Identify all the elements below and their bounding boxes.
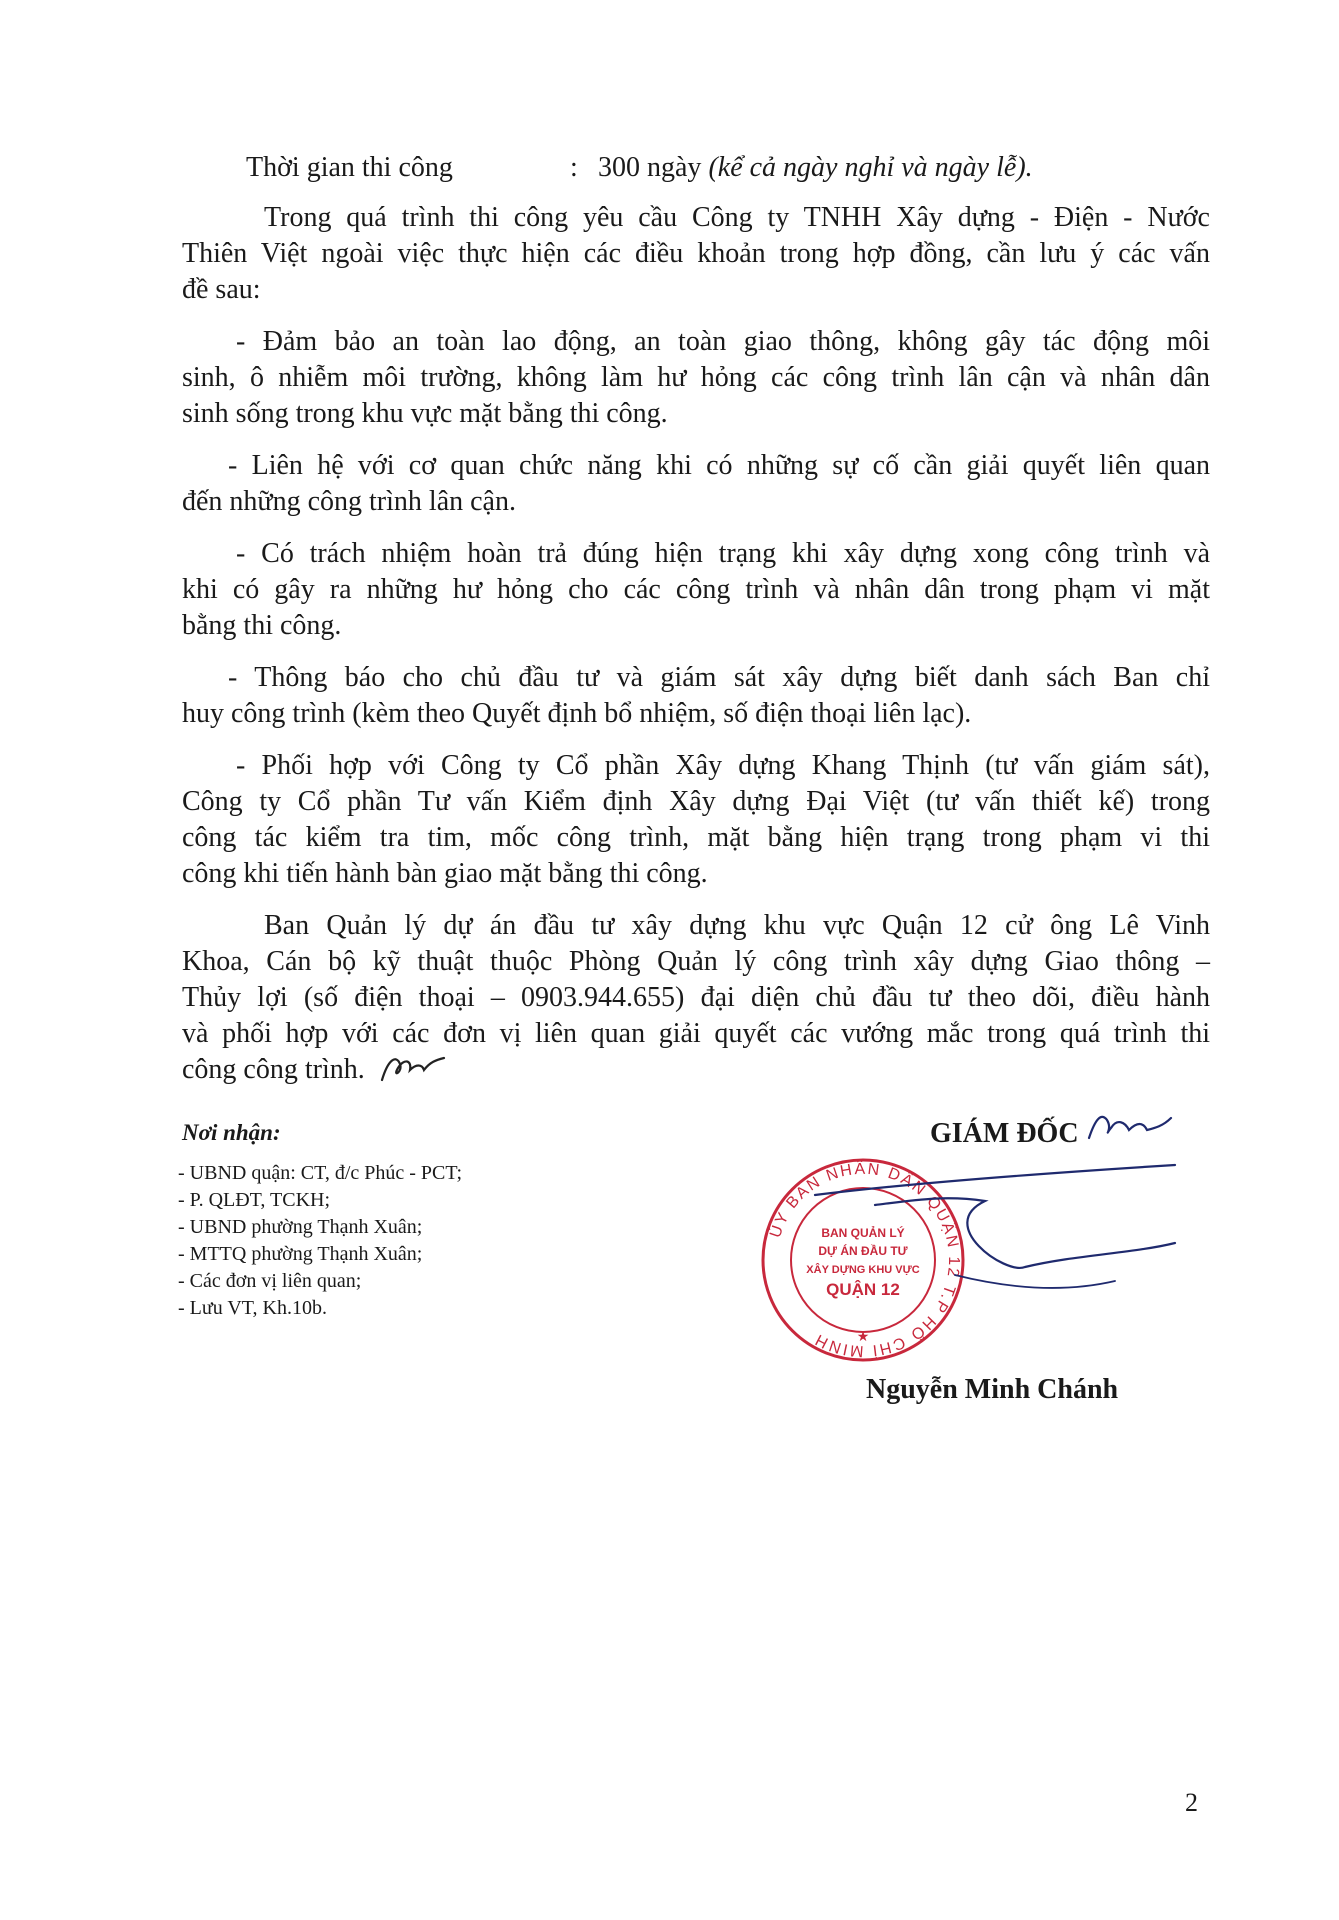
time-colon: : <box>570 152 578 183</box>
recipient-item: - MTTQ phường Thạnh Xuân; <box>178 1243 423 1265</box>
bullet-3-line-3: bằng thi công. <box>182 610 342 641</box>
time-value: 300 ngày <box>598 152 702 183</box>
bullet-4-line-2: huy công trình (kèm theo Quyết định bổ nhiệm, số điện thoại liên lạc). <box>182 698 972 729</box>
stamp-line-4: QUẬN 12 <box>826 1280 900 1299</box>
stamp-line-1: BAN QUẢN LÝ <box>821 1226 905 1240</box>
bullet-3-line-2: khi có gây ra những hư hỏng cho các công trình và nhân dân trong phạm vi mặt <box>182 574 1210 605</box>
director-title: GIÁM ĐỐC <box>930 1118 1079 1149</box>
page-number: 2 <box>1185 1788 1198 1817</box>
bullet-2-line-1: - Liên hệ với cơ quan chức năng khi có những sự cố cần giải quyết liên quan <box>228 450 1210 481</box>
recipient-item: - UBND quận: CT, đ/c Phúc - PCT; <box>178 1162 463 1184</box>
stamp-outer-text: ỦY BAN NHÂN DÂN QUẬN 12 T.P HỒ CHÍ MINH <box>767 1160 963 1360</box>
time-note: (kể cả ngày nghỉ và ngày lễ). <box>708 152 1033 183</box>
assign-line-2: Khoa, Cán bộ kỹ thuật thuộc Phòng Quản lý công trình xây dựng Giao thông – <box>182 946 1210 977</box>
recipient-item: - P. QLĐT, TCKH; <box>178 1189 331 1211</box>
bullet-5-line-2: Công ty Cổ phần Tư vấn Kiểm định Xây dựng Đại Việt (tư vấn thiết kế) trong <box>182 786 1210 817</box>
stamp-line-3: XÂY DỰNG KHU VỰC <box>806 1264 920 1276</box>
bullet-1-line-2: sinh, ô nhiễm môi trường, không làm hư hỏng các công trình lân cận và nhân dân <box>182 362 1210 393</box>
assign-line-4: và phối hợp với các đơn vị liên quan giải quyết các vướng mắc trong quá trình thi <box>182 1018 1210 1049</box>
bullet-1-line-1: - Đảm bảo an toàn lao động, an toàn giao thông, không gây tác động môi <box>236 326 1210 357</box>
bullet-1-line-3: sinh sống trong khu vực mặt bằng thi công. <box>182 398 668 429</box>
initials-scribble <box>378 1050 448 1086</box>
bullet-5-line-3: công tác kiểm tra tim, mốc công trình, mặt bằng hiện trạng trong phạm vi thi <box>182 822 1210 853</box>
official-stamp <box>755 1145 1195 1375</box>
director-initials <box>1085 1108 1175 1148</box>
time-label: Thời gian thi công <box>246 152 453 183</box>
assign-line-3: Thủy lợi (số điện thoại – 0903.944.655) đại diện chủ đầu tư theo dõi, điều hành <box>182 982 1210 1013</box>
intro-line-2: Thiên Việt ngoài việc thực hiện các điều khoản trong hợp đồng, cần lưu ý các vấn <box>182 238 1210 269</box>
bullet-5-line-4: công khi tiến hành bàn giao mặt bằng thi công. <box>182 858 708 889</box>
bullet-2-line-2: đến những công trình lân cận. <box>182 486 516 517</box>
stamp-line-2: DỰ ÁN ĐẦU TƯ <box>818 1244 908 1258</box>
assign-line-1: Ban Quản lý dự án đầu tư xây dựng khu vực Quận 12 cử ông Lê Vinh <box>264 910 1210 941</box>
bullet-5-line-1: - Phối hợp với Công ty Cổ phần Xây dựng Khang Thịnh (tư vấn giám sát), <box>236 750 1210 781</box>
recipient-item: - Các đơn vị liên quan; <box>178 1270 362 1292</box>
bullet-4-line-1: - Thông báo cho chủ đầu tư và giám sát xây dựng biết danh sách Ban chỉ <box>228 662 1210 693</box>
svg-text:★: ★ <box>856 1328 870 1344</box>
recipient-item: - Lưu VT, Kh.10b. <box>178 1297 327 1319</box>
intro-line-1: Trong quá trình thi công yêu cầu Công ty TNHH Xây dựng - Điện - Nước <box>264 202 1210 233</box>
time-row <box>598 150 1033 186</box>
bullet-3-line-1: - Có trách nhiệm hoàn trả đúng hiện trạng khi xây dựng xong công trình và <box>236 538 1210 569</box>
assign-line-5: công công trình. <box>182 1054 365 1085</box>
recipient-item: - UBND phường Thạnh Xuân; <box>178 1216 423 1238</box>
recipients-title: Nơi nhận: <box>182 1120 281 1145</box>
signer-name: Nguyễn Minh Chánh <box>866 1374 1119 1405</box>
intro-line-3: đề sau: <box>182 274 261 305</box>
